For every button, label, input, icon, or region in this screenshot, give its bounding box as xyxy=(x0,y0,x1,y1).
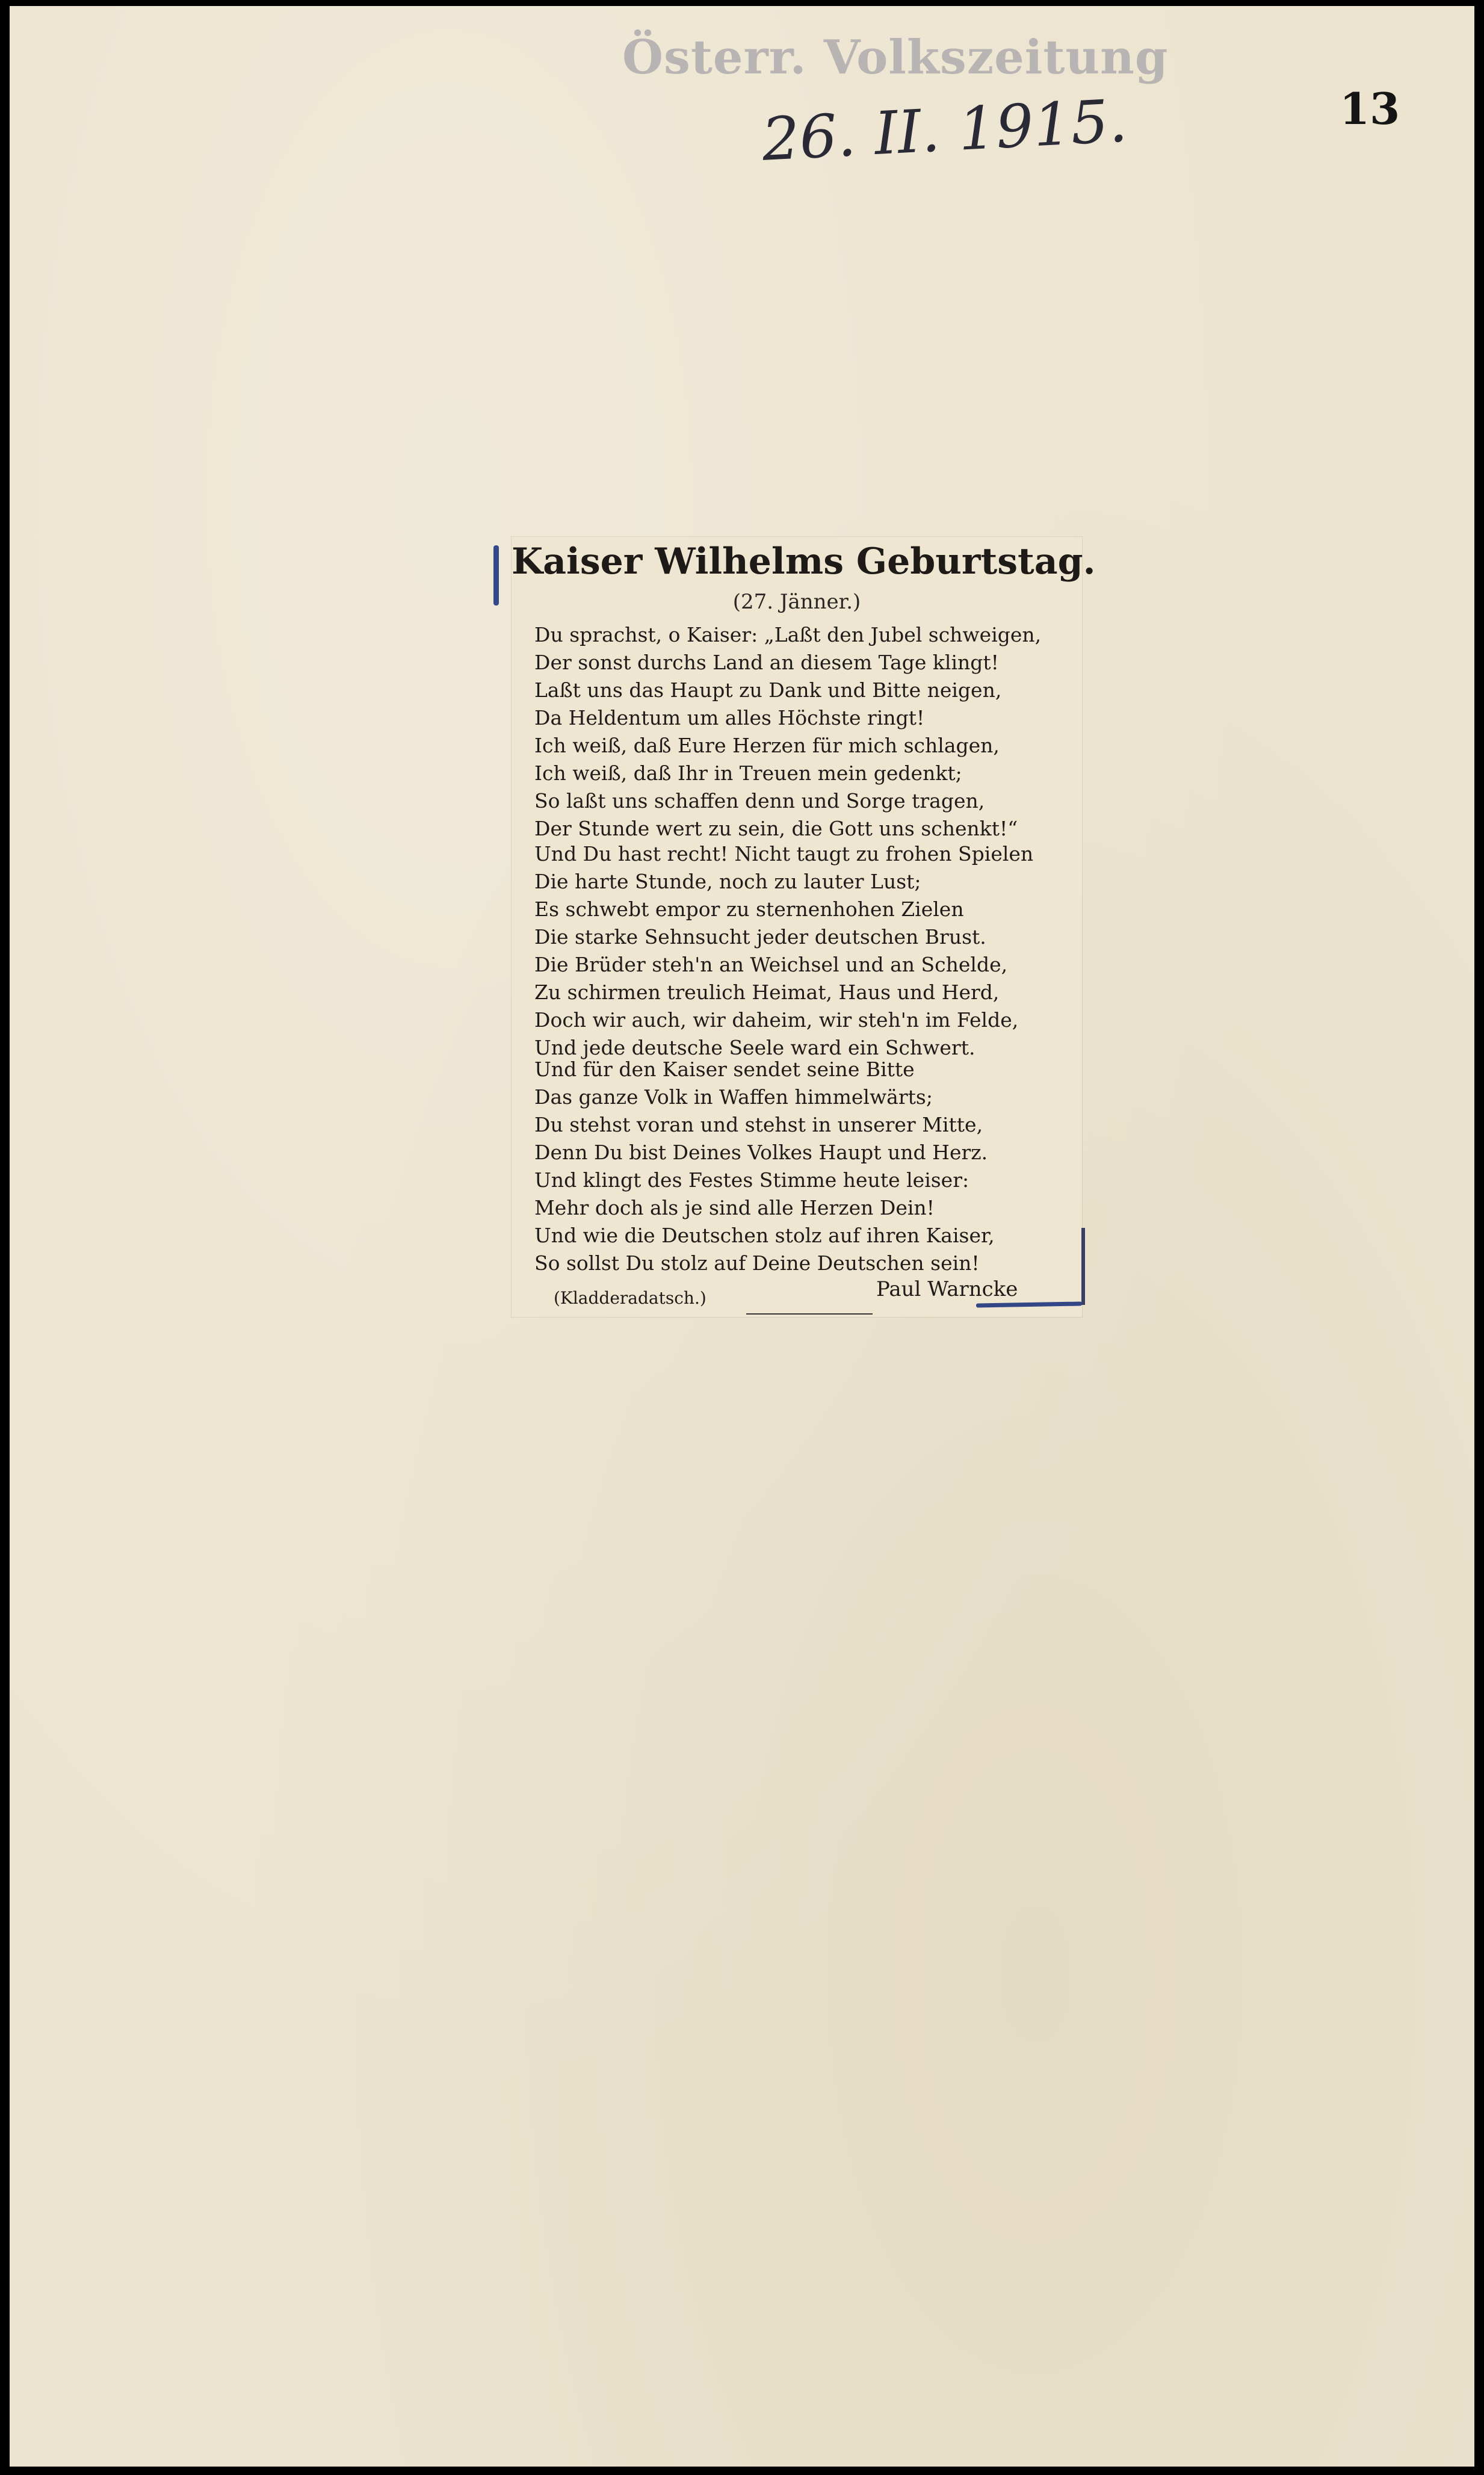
poem-line: So laßt uns schaffen denn und Sorge tragen, xyxy=(534,789,985,813)
poem-line: Du sprachst, o Kaiser: „Laßt den Jubel schweigen, xyxy=(534,623,1042,646)
poem-title: Kaiser Wilhelms Geburtstag. xyxy=(512,541,1096,583)
newspaper-clipping xyxy=(512,537,1096,1317)
poem-line: Und für den Kaiser sendet seine Bitte xyxy=(534,1058,915,1081)
poem-line: Laßt uns das Haupt zu Dank und Bitte neigen, xyxy=(534,678,1002,702)
poem-line: So sollst Du stolz auf Deine Deutschen sein! xyxy=(534,1251,980,1275)
poem-line: Die harte Stunde, noch zu lauter Lust; xyxy=(534,870,921,893)
poem-line: Denn Du bist Deines Volkes Haupt und Herz. xyxy=(534,1141,988,1164)
poem-line: Da Heldentum um alles Höchste ringt! xyxy=(534,706,925,729)
poem-date-line: (27. Jänner.) xyxy=(732,590,861,614)
newspaper-stamp: Österr. Volkszeitung xyxy=(622,30,1169,85)
poem-line: Ich weiß, daß Eure Herzen für mich schlagen, xyxy=(534,734,1000,757)
stanza-2 xyxy=(534,840,1076,1062)
poem-line: Und klingt des Festes Stimme heute leiser: xyxy=(534,1168,969,1192)
blue-pencil-underline xyxy=(976,1301,1082,1307)
poem-line: Zu schirmen treulich Heimat, Haus und Herd, xyxy=(534,980,1000,1004)
footer-divider xyxy=(746,1313,873,1315)
poem-line: Der sonst durchs Land an diesem Tage klingt! xyxy=(534,651,999,674)
poem-line: Es schwebt empor zu sternenhohen Zielen xyxy=(534,897,964,921)
poem-line: Und Du hast recht! Nicht taugt zu frohen Spielen xyxy=(534,842,1034,866)
poem-line: Doch wir auch, wir daheim, wir steh'n im Felde, xyxy=(534,1008,1019,1032)
poem-line: Du stehst voran und stehst in unserer Mitte, xyxy=(534,1113,983,1136)
handwritten-date: 26. II. 1915. xyxy=(760,87,1129,175)
pencil-margin-mark xyxy=(1081,1228,1085,1305)
poem-line: Und jede deutsche Seele ward ein Schwert. xyxy=(534,1036,975,1059)
poem-line: Ich weiß, daß Ihr in Treuen mein gedenkt; xyxy=(534,761,962,785)
poem-line: Und wie die Deutschen stolz auf ihren Kaiser, xyxy=(534,1224,995,1247)
poem-source: (Kladderadatsch.) xyxy=(554,1288,706,1308)
page-number: 13 xyxy=(1340,83,1400,134)
poem-line: Der Stunde wert zu sein, die Gott uns schenkt!“ xyxy=(534,817,1018,840)
poem-line: Mehr doch als je sind alle Herzen Dein! xyxy=(534,1196,935,1219)
poem-line: Das ganze Volk in Waffen himmelwärts; xyxy=(534,1085,933,1109)
poem-line: Die Brüder steh'n an Weichsel und an Schelde, xyxy=(534,953,1008,976)
blue-pencil-mark xyxy=(493,545,499,606)
stanza-1 xyxy=(534,621,1076,843)
poem-line: Die starke Sehnsucht jeder deutschen Brust. xyxy=(534,925,986,949)
stanza-3 xyxy=(534,1056,1076,1277)
poem-author: Paul Warncke xyxy=(876,1277,1018,1301)
